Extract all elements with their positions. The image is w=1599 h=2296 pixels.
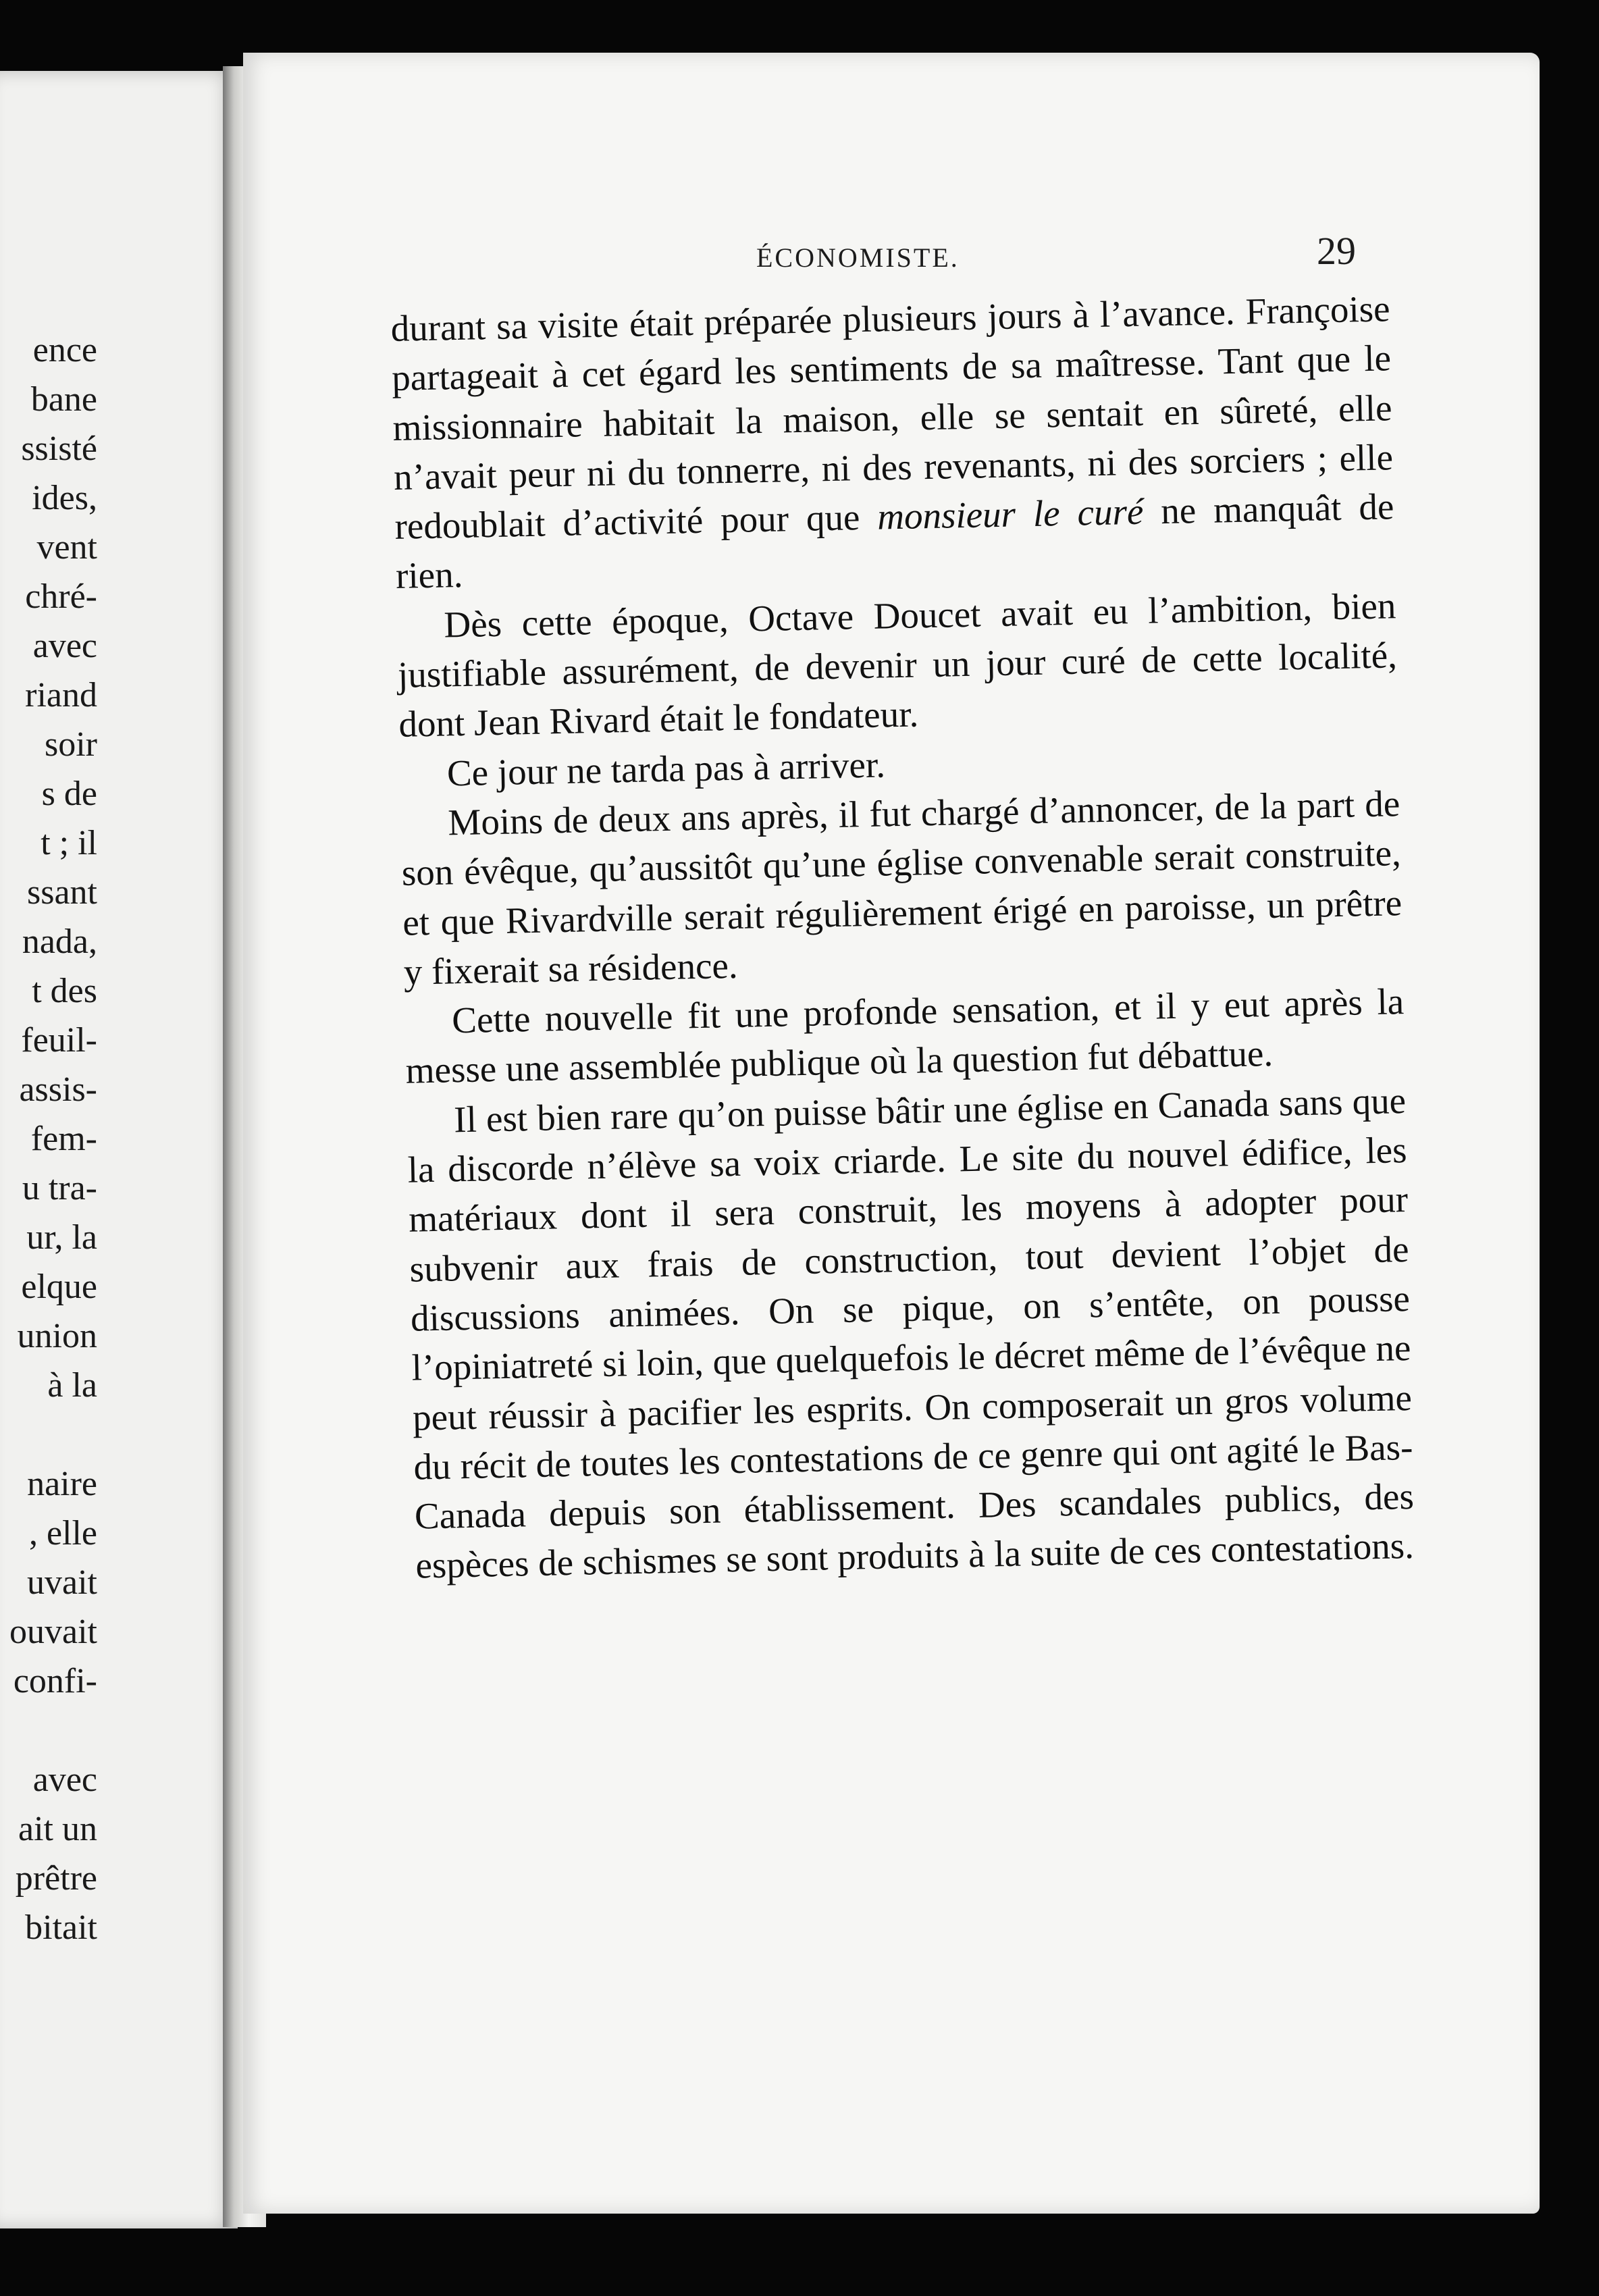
running-header: ÉCONOMISTE. (756, 242, 960, 273)
left-page-fragment: feuil- (21, 1021, 97, 1060)
page-number: 29 (1317, 229, 1356, 273)
left-page-fragment: riand (25, 676, 97, 714)
right-page (243, 53, 1540, 2214)
left-page-fragment: naire (27, 1465, 97, 1503)
left-page-fragment: prêtre (15, 1859, 97, 1898)
left-page-fragment: t des (32, 972, 97, 1010)
left-page-fragment: ait un (18, 1810, 97, 1848)
left-page-fragment: soir (45, 725, 97, 764)
left-page-fragment: vent (36, 528, 97, 567)
left-page-fragment: fem- (30, 1120, 97, 1158)
left-page-fragment: uvait (27, 1563, 97, 1602)
left-page-fragment: bane (30, 380, 97, 419)
left-page-fragment: à la (47, 1366, 97, 1405)
left-page (0, 71, 238, 2228)
left-page-fragment: s de (41, 775, 97, 813)
left-page-fragment: elque (21, 1268, 97, 1306)
left-page-fragment: confi- (13, 1662, 97, 1700)
paragraph: Dès cette époque, Octave Doucet avait eu l’ambition, bien justifiable assurément, de devenir un jour curé de cette localité, dont Jean Rivard était le fondateur. (397, 584, 1398, 746)
left-page-fragment: ouvait (9, 1613, 97, 1651)
left-page-fragment: u tra- (22, 1169, 97, 1207)
left-page-fragment: ur, la (26, 1218, 97, 1257)
left-page-fragment: ssisté (21, 429, 97, 468)
left-page-fragment: union (17, 1317, 97, 1355)
paragraph: Moins de deux ans après, il fut chargé d’annoncer, de la part de son évêque, qu’aussitôt qu’une église convenable serait construite, et que Rivardville serait régulièrement érigé en paroisse, un prêtre y fixerait sa résidence. (401, 783, 1403, 993)
left-page-fragment: ssant (27, 873, 97, 912)
body-text (390, 284, 1415, 1590)
paragraph (390, 284, 1396, 600)
left-page-fragment: assis- (19, 1070, 97, 1109)
paragraph-text: ne manquât de rien. (395, 486, 1394, 597)
left-page-fragment: t ; il (41, 824, 97, 862)
paragraph: Ce jour ne tarda pas à arriver. (446, 743, 886, 794)
left-page-fragment: avec (32, 627, 97, 665)
paragraph: Il est bien rare qu’on puisse bâtir une église en Canada sans que la discorde n’élève sa voix criarde. Le site du nouvel édifice, les matériaux dont il sera construit, les moyens à adopter pour subvenir aux frais de construction, tout devient l’objet de discussions animées. On se pique, on s’entête, on pousse l’opiniatreté si loin, que quelquefois le décret même de l’évêque ne peut réussir à pacifier les esprits. On composerait un gros volume du récit de toutes les contestations de ce genre qui ont agité le Bas-Canada depuis son établissement. Des scandales publics, des espèces de schismes se sont produits à la suite de ces contestations. (407, 1079, 1415, 1587)
left-page-fragment: bitait (25, 1908, 97, 1947)
italic-phrase: monsieur le curé (876, 490, 1144, 538)
left-page-fragment: nada, (22, 922, 97, 961)
left-page-fragment: ides, (32, 479, 97, 517)
left-page-fragment: chré- (25, 577, 97, 616)
paragraph: Cette nouvelle fit une profonde sensation, et il y eut après la messe une assemblée publique où la question fut débattue. (405, 981, 1405, 1092)
paragraph-text: durant sa visite était préparée plusieurs jours à l’avance. Françoise partageait à cet égard les sentiments de sa maîtresse. Tant que le missionnaire habitait la maison, elle se sentait en sûreté, elle n’avait peur ni du tonnerre, ni des revenants, ni des sorciers ; elle redoublait d’activité pour que (390, 288, 1394, 548)
left-page-fragment: ence (32, 331, 97, 369)
left-page-fragment: , elle (28, 1514, 97, 1553)
left-page-fragment: avec (32, 1760, 97, 1799)
